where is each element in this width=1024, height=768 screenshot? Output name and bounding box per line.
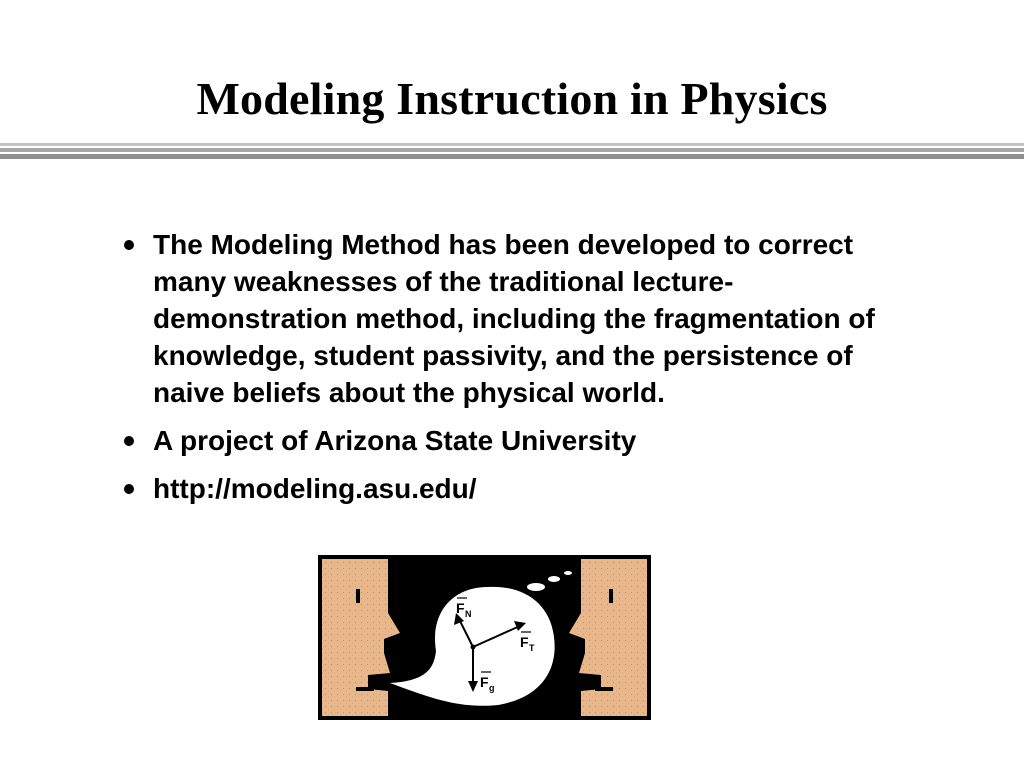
- slide-title: Modeling Instruction in Physics: [196, 73, 828, 124]
- title-divider: [0, 143, 1024, 161]
- bullet-dot-icon: [124, 240, 134, 250]
- bullet-item: [122, 470, 922, 507]
- bullet-text: The Modeling Method has been developed to correct many weaknesses of the traditional lecture-demonstration method, including the fragmentation of knowledge, student passivity, and the persistence of naive beliefs about the physical world.: [153, 229, 875, 408]
- tension-force-label: F: [520, 634, 529, 650]
- force-origin-dot-icon: [471, 645, 476, 650]
- bullet-text: A project of Arizona State University: [153, 425, 637, 456]
- thought-dot-icon: [564, 571, 572, 575]
- right-mouth-icon: [595, 687, 613, 691]
- left-mouth-icon: [356, 687, 374, 691]
- right-eye-icon: [609, 589, 613, 603]
- tension-force-subscript: T: [529, 643, 535, 653]
- bullet-item: [122, 226, 922, 411]
- bullet-link-text: http://modeling.asu.edu/: [153, 473, 477, 504]
- bullet-list: [122, 226, 922, 518]
- thought-dot-icon: [527, 583, 545, 591]
- left-eye-icon: [356, 589, 360, 603]
- bullet-dot-icon: [124, 484, 134, 494]
- normal-force-subscript: N: [465, 609, 472, 619]
- bullet-dot-icon: [124, 436, 134, 446]
- gravity-force-subscript: g: [489, 683, 495, 693]
- gravity-force-label: F: [480, 674, 489, 690]
- modeling-illustration: [318, 555, 651, 720]
- normal-force-label: F: [456, 600, 465, 616]
- thought-dot-icon: [548, 576, 560, 582]
- bullet-item: [122, 422, 922, 459]
